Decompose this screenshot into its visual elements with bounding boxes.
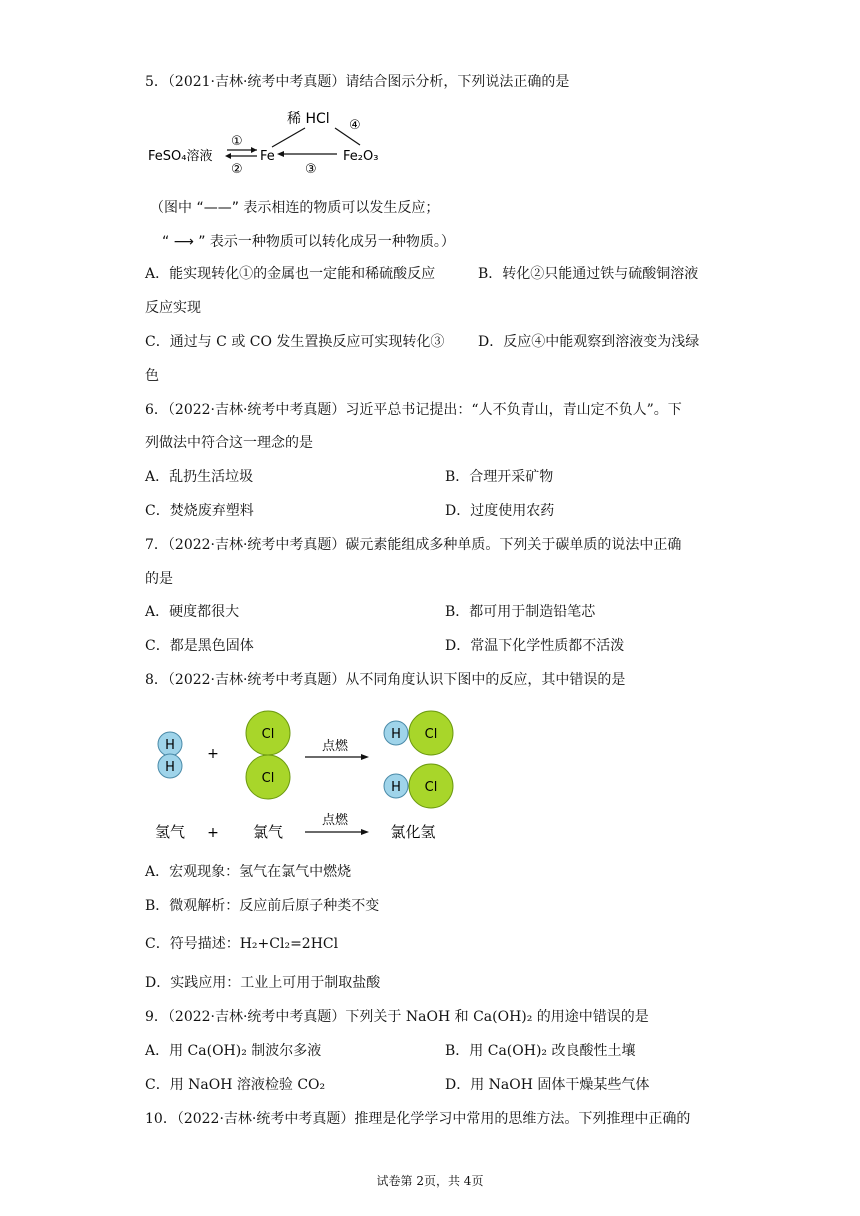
q5-arrowhead-2 [225, 153, 231, 159]
q9-stem: 9．（2022·吉林·统考中考真题）下列关于 NaOH 和 Ca(OH)₂ 的用途中错误的是 [145, 1009, 649, 1025]
q6-stem-line-1: 6．（2022·吉林·统考中考真题）习近平总书记提出：“人不负青山，青山定不负人”。下 [145, 402, 682, 418]
q5-option-d: D．反应④中能观察到溶液变为浅绿 [478, 334, 700, 350]
q8-option-a: A．宏观现象：氢气在氯气中燃烧 [145, 864, 352, 880]
condition-label: 点燃 [321, 739, 349, 754]
q5-label-4: ④ [349, 118, 361, 133]
q7-option-d: D．常温下化学性质都不活泼 [445, 638, 625, 654]
q5-option-b-cont: 反应实现 [145, 300, 201, 316]
q5-label-1: ① [231, 134, 243, 149]
cl-atom-label: Cl [261, 727, 275, 742]
q5-option-c: C．通过与 C 或 CO 发生置换反应可实现转化③ [145, 334, 445, 350]
q5-fe2o3-label: Fe₂O₃ [343, 149, 379, 164]
q9-option-a: A．用 Ca(OH)₂ 制波尔多液 [145, 1043, 322, 1059]
h-atom-label: H [165, 760, 175, 775]
h-atom-label: H [391, 780, 401, 795]
q5-stem: 5．（2021·吉林·统考中考真题）请结合图示分析，下列说法正确的是 [145, 74, 570, 90]
q8-option-b: B．微观解析：反应前后原子种类不变 [145, 898, 380, 914]
q6-option-a: A．乱扔生活垃圾 [145, 469, 254, 485]
q8-reaction-diagram [145, 700, 465, 845]
condition-label: 点燃 [321, 813, 349, 828]
q10-stem: 10．（2022·吉林·统考中考真题）推理是化学学习中常用的思维方法。下列推理中正确的 [145, 1111, 691, 1127]
q5-option-b: B．转化②只能通过铁与硫酸铜溶液 [478, 266, 699, 282]
q7-option-b: B．都可用于制造铅笔芯 [445, 604, 596, 620]
word-equation-arrowhead [361, 829, 369, 835]
q7-option-c: C．都是黑色固体 [145, 638, 254, 654]
q5-label-3: ③ [305, 162, 317, 177]
q5-hcl-label: 稀 HCl [287, 111, 330, 127]
cl-atom-label: Cl [424, 727, 438, 742]
q5-arrowhead-3 [277, 151, 284, 157]
q5-option-d-cont: 色 [145, 368, 159, 384]
label-hydrogen-chloride: 氯化氢 [390, 823, 436, 841]
q7-option-a: A．硬度都很大 [145, 604, 240, 620]
q5-fe-label: Fe [260, 149, 275, 164]
q7-stem-line-2: 的是 [145, 571, 173, 587]
q8-option-d: D．实践应用：工业上可用于制取盐酸 [145, 975, 381, 991]
q5-note-line-2: “ ⟶ ” 表示一种物质可以转化成另一种物质。） [162, 234, 455, 250]
q7-stem-line-1: 7．（2022·吉林·统考中考真题）碳元素能组成多种单质。下列关于碳单质的说法中正确 [145, 537, 682, 553]
label-hydrogen: 氢气 [154, 823, 186, 841]
q5-option-a: A．能实现转化①的金属也一定能和稀硫酸反应 [145, 266, 436, 282]
reaction-arrowhead [361, 754, 369, 760]
q5-conversion-diagram [145, 105, 405, 180]
plus-sign: + [207, 746, 219, 762]
page-footer: 试卷第 2页，共 4页 [376, 1174, 484, 1188]
q6-option-c: C．焚烧废弃塑料 [145, 503, 254, 519]
h-atom-label: H [165, 738, 175, 753]
q8-option-c: C．符号描述：H₂+Cl₂=2HCl [145, 936, 339, 952]
q5-label-2: ② [231, 162, 243, 177]
q9-option-c: C．用 NaOH 溶液检验 CO₂ [145, 1077, 326, 1093]
plus-sign: + [207, 825, 219, 841]
cl-atom-label: Cl [261, 771, 275, 786]
q9-option-b: B．用 Ca(OH)₂ 改良酸性土壤 [445, 1043, 636, 1059]
q9-option-d: D．用 NaOH 固体干燥某些气体 [445, 1077, 650, 1093]
cl-atom-label: Cl [424, 780, 438, 795]
q5-arrowhead-1 [251, 147, 257, 153]
q5-note-line-1: （图中 “——” 表示相连的物质可以发生反应； [150, 200, 440, 216]
q6-option-b: B．合理开采矿物 [445, 469, 554, 485]
q5-line-hcl-fe [272, 128, 305, 147]
h-atom-label: H [391, 727, 401, 742]
q5-feso4-label: FeSO₄溶液 [148, 149, 213, 164]
q6-stem-line-2: 列做法中符合这一理念的是 [145, 435, 313, 451]
label-chlorine: 氯气 [252, 823, 284, 841]
q6-option-d: D．过度使用农药 [445, 503, 555, 519]
q8-stem: 8．（2022·吉林·统考中考真题）从不同角度认识下图中的反应，其中错误的是 [145, 672, 626, 688]
